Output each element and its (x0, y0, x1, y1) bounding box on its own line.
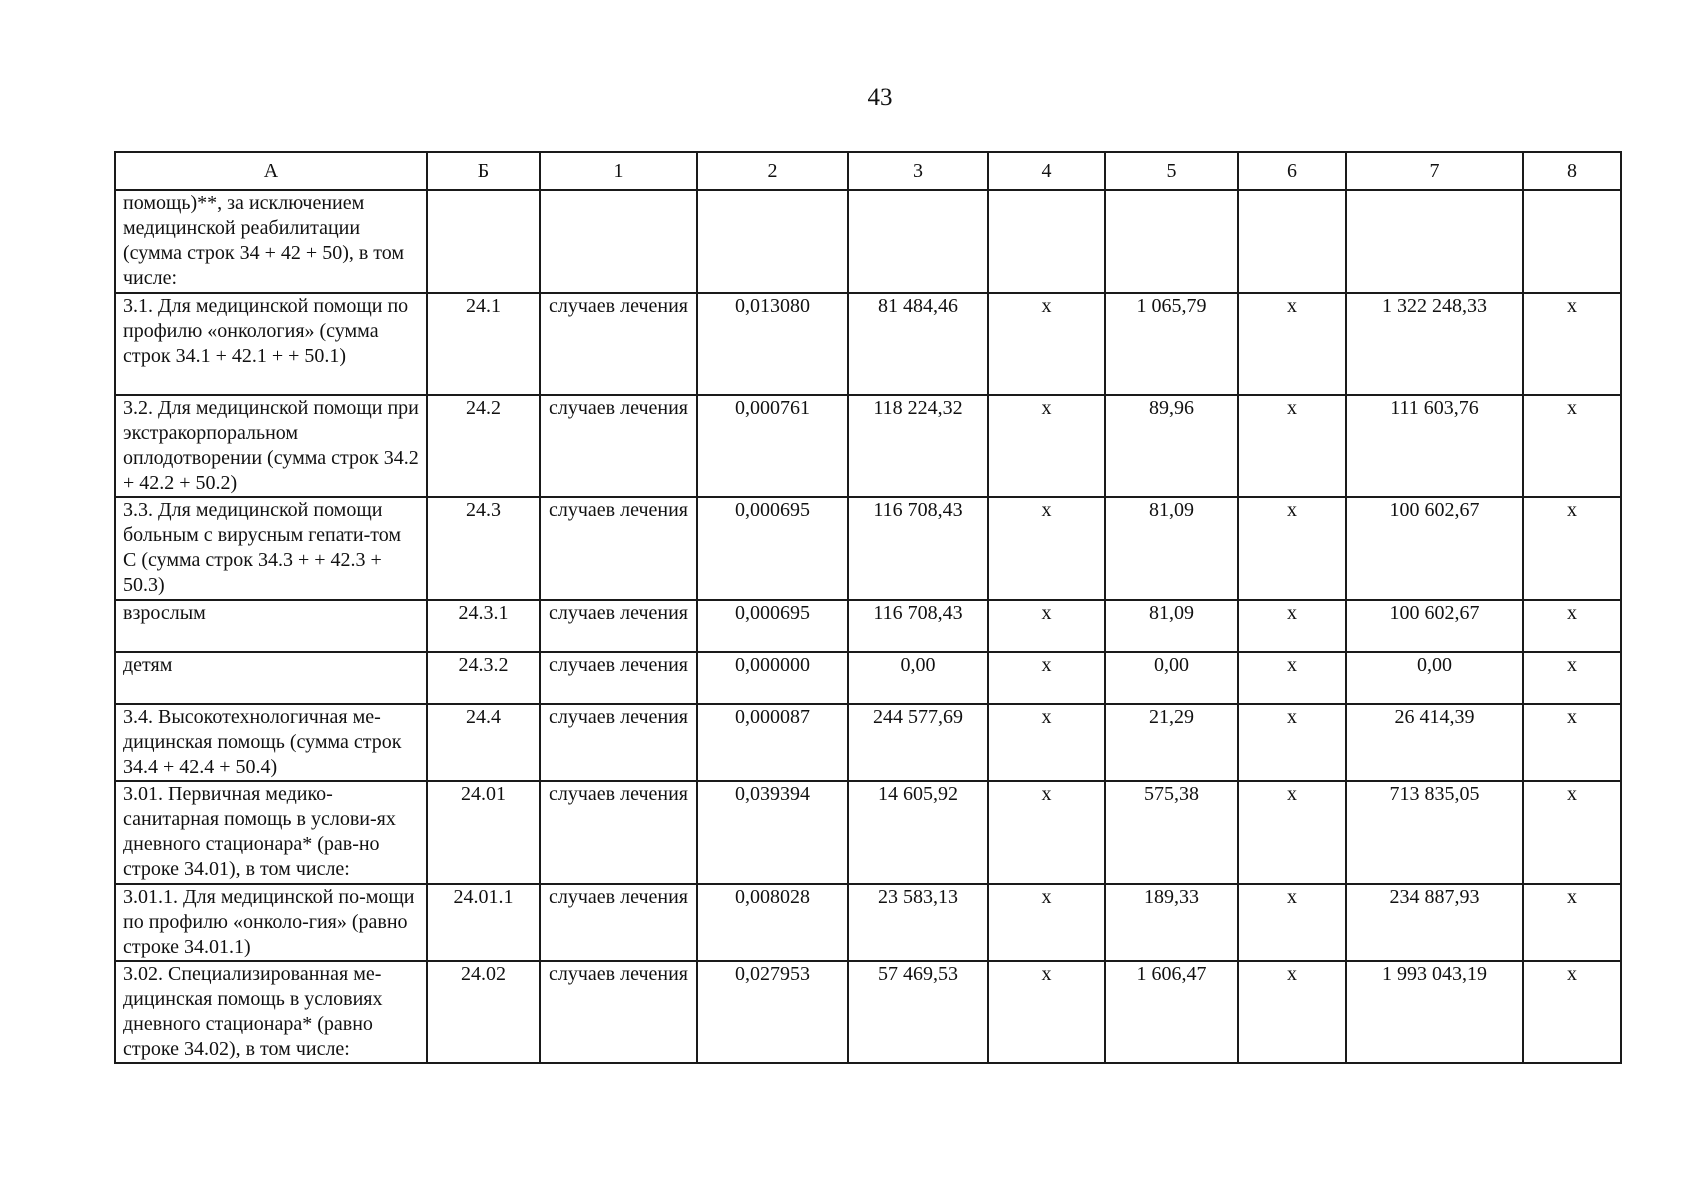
cell-col-3: 0,00 (848, 652, 988, 704)
header-cell-5: 5 (1105, 152, 1238, 190)
table-row (115, 652, 1621, 704)
cell-col-6: х (1238, 704, 1346, 781)
header-cell-1: 1 (540, 152, 697, 190)
table-row (115, 884, 1621, 961)
table-row (115, 600, 1621, 652)
cell-unit: случаев лечения (540, 652, 697, 704)
cell-col-8: х (1523, 961, 1621, 1063)
cell-col-4: х (988, 293, 1105, 395)
cell-unit: случаев лечения (540, 293, 697, 395)
cell-col-5: 1 065,79 (1105, 293, 1238, 395)
cell-col-8: х (1523, 293, 1621, 395)
row-description: взрослым (115, 600, 427, 652)
cell-col-7: 1 993 043,19 (1346, 961, 1523, 1063)
cell-col-2: 0,008028 (697, 884, 848, 961)
cell-col-2: 0,000000 (697, 652, 848, 704)
cell-unit: случаев лечения (540, 704, 697, 781)
cell-col-3: 81 484,46 (848, 293, 988, 395)
cell-col-3: 14 605,92 (848, 781, 988, 884)
cell-col-5: 89,96 (1105, 395, 1238, 497)
header-cell-8: 8 (1523, 152, 1621, 190)
cell-col-4: х (988, 652, 1105, 704)
cell-col-8: х (1523, 652, 1621, 704)
cell-col-4: х (988, 600, 1105, 652)
cell-col-8 (1523, 190, 1621, 293)
header-cell-a: А (115, 152, 427, 190)
row-code: 24.3.2 (427, 652, 540, 704)
cell-col-6: х (1238, 395, 1346, 497)
cell-col-5: 81,09 (1105, 600, 1238, 652)
table-row (115, 497, 1621, 600)
row-code: 24.2 (427, 395, 540, 497)
cell-col-5: 189,33 (1105, 884, 1238, 961)
header-cell-3: 3 (848, 152, 988, 190)
header-cell-4: 4 (988, 152, 1105, 190)
cell-col-6: х (1238, 497, 1346, 600)
row-description: 3.3. Для медицинской помощи больным с вирусным гепати-том С (сумма строк 34.3 + + 42.3 + 50.3) (115, 497, 427, 600)
cell-col-4: х (988, 781, 1105, 884)
cell-col-4: х (988, 395, 1105, 497)
cell-col-3 (848, 190, 988, 293)
cell-col-3: 116 708,43 (848, 497, 988, 600)
cell-col-6 (1238, 190, 1346, 293)
row-code: 24.4 (427, 704, 540, 781)
page-number: 43 (867, 84, 893, 111)
cell-col-2: 0,000695 (697, 600, 848, 652)
cell-col-4 (988, 190, 1105, 293)
cell-col-7: 100 602,67 (1346, 497, 1523, 600)
cell-col-8: х (1523, 704, 1621, 781)
header-cell-7: 7 (1346, 152, 1523, 190)
cell-unit: случаев лечения (540, 884, 697, 961)
cell-col-8: х (1523, 781, 1621, 884)
cell-col-5: 1 606,47 (1105, 961, 1238, 1063)
table-row (115, 293, 1621, 395)
cell-col-2: 0,000761 (697, 395, 848, 497)
cell-unit: случаев лечения (540, 497, 697, 600)
cell-col-3: 118 224,32 (848, 395, 988, 497)
cell-col-5 (1105, 190, 1238, 293)
cell-col-7: 0,00 (1346, 652, 1523, 704)
cell-col-7: 234 887,93 (1346, 884, 1523, 961)
data-table (114, 151, 1622, 1064)
cell-unit (540, 190, 697, 293)
table-row (115, 961, 1621, 1063)
table-row (115, 190, 1621, 293)
cell-unit: случаев лечения (540, 961, 697, 1063)
cell-col-8: х (1523, 497, 1621, 600)
cell-col-3: 57 469,53 (848, 961, 988, 1063)
cell-col-7: 26 414,39 (1346, 704, 1523, 781)
row-code: 24.3 (427, 497, 540, 600)
cell-col-6: х (1238, 600, 1346, 652)
row-description: 3.02. Специализированная ме-дицинская помощь в условиях дневного стационара* (равно строке 34.02), в том числе: (115, 961, 427, 1063)
row-description: помощь)**, за исключением медицинской реабилитации (сумма строк 34 + 42 + 50), в том числе: (115, 190, 427, 293)
cell-col-2: 0,039394 (697, 781, 848, 884)
row-code: 24.01 (427, 781, 540, 884)
cell-col-4: х (988, 704, 1105, 781)
cell-col-3: 23 583,13 (848, 884, 988, 961)
cell-col-2: 0,013080 (697, 293, 848, 395)
cell-col-7: 100 602,67 (1346, 600, 1523, 652)
cell-unit: случаев лечения (540, 600, 697, 652)
cell-col-5: 21,29 (1105, 704, 1238, 781)
cell-col-8: х (1523, 884, 1621, 961)
row-code: 24.3.1 (427, 600, 540, 652)
row-description: 3.1. Для медицинской помощи по профилю «онкология» (сумма строк 34.1 + 42.1 + + 50.1) (115, 293, 427, 395)
cell-col-4: х (988, 884, 1105, 961)
cell-col-7: 713 835,05 (1346, 781, 1523, 884)
cell-col-2 (697, 190, 848, 293)
cell-col-6: х (1238, 781, 1346, 884)
header-cell-6: 6 (1238, 152, 1346, 190)
header-cell-b: Б (427, 152, 540, 190)
cell-col-2: 0,027953 (697, 961, 848, 1063)
cell-col-6: х (1238, 652, 1346, 704)
cell-col-2: 0,000695 (697, 497, 848, 600)
cell-col-6: х (1238, 961, 1346, 1063)
row-description: 3.01. Первичная медико-санитарная помощь в услови-ях дневного стационара* (рав-но строке 34.01), в том числе: (115, 781, 427, 884)
cell-col-6: х (1238, 293, 1346, 395)
cell-col-2: 0,000087 (697, 704, 848, 781)
cell-col-7 (1346, 190, 1523, 293)
row-code (427, 190, 540, 293)
cell-col-7: 111 603,76 (1346, 395, 1523, 497)
table-row (115, 704, 1621, 781)
cell-col-4: х (988, 961, 1105, 1063)
cell-col-5: 575,38 (1105, 781, 1238, 884)
row-code: 24.1 (427, 293, 540, 395)
header-row (115, 152, 1621, 190)
row-description: 3.4. Высокотехнологичная ме-дицинская помощь (сумма строк 34.4 + 42.4 + 50.4) (115, 704, 427, 781)
row-code: 24.02 (427, 961, 540, 1063)
cell-col-7: 1 322 248,33 (1346, 293, 1523, 395)
cell-col-4: х (988, 497, 1105, 600)
row-description: 3.2. Для медицинской помощи при экстракорпоральном оплодотворении (сумма строк 34.2 + 42.2 + 50.2) (115, 395, 427, 497)
table-row (115, 781, 1621, 884)
cell-col-5: 81,09 (1105, 497, 1238, 600)
cell-unit: случаев лечения (540, 781, 697, 884)
cell-col-8: х (1523, 600, 1621, 652)
cell-col-3: 116 708,43 (848, 600, 988, 652)
row-code: 24.01.1 (427, 884, 540, 961)
row-description: детям (115, 652, 427, 704)
cell-col-8: х (1523, 395, 1621, 497)
table-row (115, 395, 1621, 497)
cell-col-5: 0,00 (1105, 652, 1238, 704)
cell-col-6: х (1238, 884, 1346, 961)
header-cell-2: 2 (697, 152, 848, 190)
row-description: 3.01.1. Для медицинской по-мощи по профилю «онколо-гия» (равно строке 34.01.1) (115, 884, 427, 961)
cell-col-3: 244 577,69 (848, 704, 988, 781)
cell-unit: случаев лечения (540, 395, 697, 497)
